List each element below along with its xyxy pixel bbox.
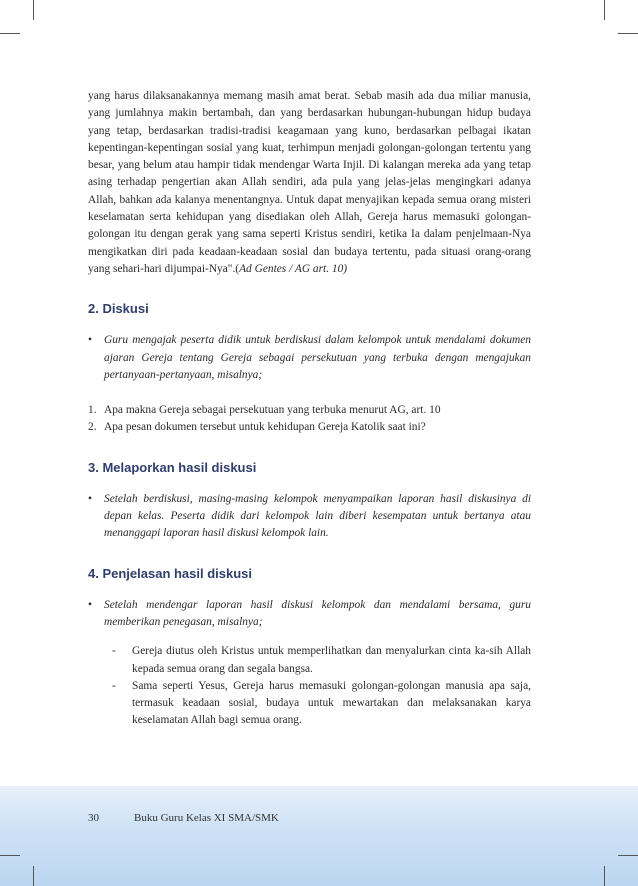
crop-mark bbox=[604, 0, 605, 20]
intro-citation: Ad Gentes / AG art. 10) bbox=[239, 262, 348, 275]
book-title: Buku Guru Kelas XI SMA/SMK bbox=[134, 812, 279, 824]
point-list bbox=[104, 643, 531, 729]
question-item bbox=[88, 402, 531, 419]
bullet-item bbox=[88, 597, 531, 632]
question-number: 2. bbox=[88, 421, 97, 434]
section-heading-melaporkan: 3. Melaporkan hasil diskusi bbox=[88, 459, 257, 475]
question-text: Apa pesan dokumen tersebut untuk kehidupan Gereja Katolik saat ini? bbox=[104, 421, 426, 434]
bullet-item bbox=[88, 332, 531, 384]
section-heading-penjelasan: 4. Penjelasan hasil diskusi bbox=[88, 565, 253, 581]
page-body bbox=[88, 88, 531, 730]
crop-mark bbox=[0, 33, 20, 34]
bullet-text: Setelah berdiskusi, masing-masing kelompok menyampaikan laporan hasil diskusinya di depan kelas. Peserta didik dari kelompok lain diberi kesempatan untuk bertanya atau menanggapi laporan hasil diskusi kelompok lain. bbox=[104, 492, 531, 540]
crop-mark bbox=[604, 866, 605, 886]
intro-text: yang harus dilaksanakannya memang masih amat berat. Sebab masih ada dua miliar manusia, yang jumlahnya makin bertambah, dan yang berdasarkan hubungan-hubungan hidup budaya yang tetap, berdasarkan tradisi-tradisi keagamaan yang kuno, berdasarkan pelbagai ikatan kepentingan-kepentingan sosial yang kuat, terhimpun menjadi golongan-golongan tertentu yang besar, yang belum atau hampir tidak mendengar Warta Injil. Di kalangan mereka ada yang tetap asing terhadap pengertian akan Allah sendiri, ada pula yang jelas-jelas mengingkari adanya Allah, bahkan ada kalanya menentangnya. Untuk dapat menyajikan kepada semua orang misteri keselamatan serta kehidupan yang disediakan oleh Allah, Gereja harus memasuki golongan-golongan itu dengan gerak yang sama seperti Kristus sendiri, ketika Ia dalam penjelmaan-Nya mengikatkan diri pada keadaan-keadaan sosial dan budaya tertentu, pada situasi orang-orang yang sehari-hari dijumpai-Nya".( bbox=[88, 90, 531, 275]
crop-mark bbox=[33, 0, 34, 20]
crop-mark bbox=[0, 855, 20, 856]
point-text: Gereja diutus oleh Kristus untuk memperlihatkan dan menyalurkan cinta ka-sih Allah kepada semua orang dan segala bangsa. bbox=[132, 645, 531, 675]
page-number: 30 bbox=[88, 812, 99, 824]
point-item bbox=[104, 643, 531, 678]
footer-band bbox=[0, 786, 638, 886]
point-item bbox=[104, 678, 531, 730]
page-footer bbox=[88, 812, 279, 824]
bullet-text: Guru mengajak peserta didik untuk berdiskusi dalam kelompok untuk mendalami dokumen ajaran Gereja tentang Gereja sebagai persekutuan yang terbuka dengan mengajukan pertanyaan-pertanyaan, misalnya; bbox=[104, 334, 531, 381]
section-heading-diskusi: 2. Diskusi bbox=[88, 301, 149, 317]
bullet-marker: • bbox=[88, 334, 92, 347]
crop-mark bbox=[618, 855, 638, 856]
bullet-item bbox=[88, 491, 531, 543]
dash-marker: - bbox=[112, 679, 116, 692]
bullet-text: Setelah mendengar laporan hasil diskusi kelompok dan mendalami bersama, guru memberikan penegasan, misalnya; bbox=[104, 598, 531, 628]
crop-mark bbox=[33, 866, 34, 886]
bullet-marker: • bbox=[88, 492, 92, 505]
point-text: Sama seperti Yesus, Gereja harus memasuki golongan-golongan manusia apa saja, termasuk keadaan sosial, budaya untuk mewartakan dan melaksanakan karya keselamatan Allah bagi semua orang. bbox=[132, 679, 531, 727]
question-list bbox=[88, 402, 531, 437]
crop-mark bbox=[618, 33, 638, 34]
question-number: 1. bbox=[88, 404, 97, 417]
intro-paragraph bbox=[88, 88, 531, 278]
bullet-marker: • bbox=[88, 598, 92, 611]
dash-marker: - bbox=[112, 645, 116, 658]
question-text: Apa makna Gereja sebagai persekutuan yang terbuka menurut AG, art. 10 bbox=[104, 404, 441, 417]
question-item bbox=[88, 419, 531, 436]
